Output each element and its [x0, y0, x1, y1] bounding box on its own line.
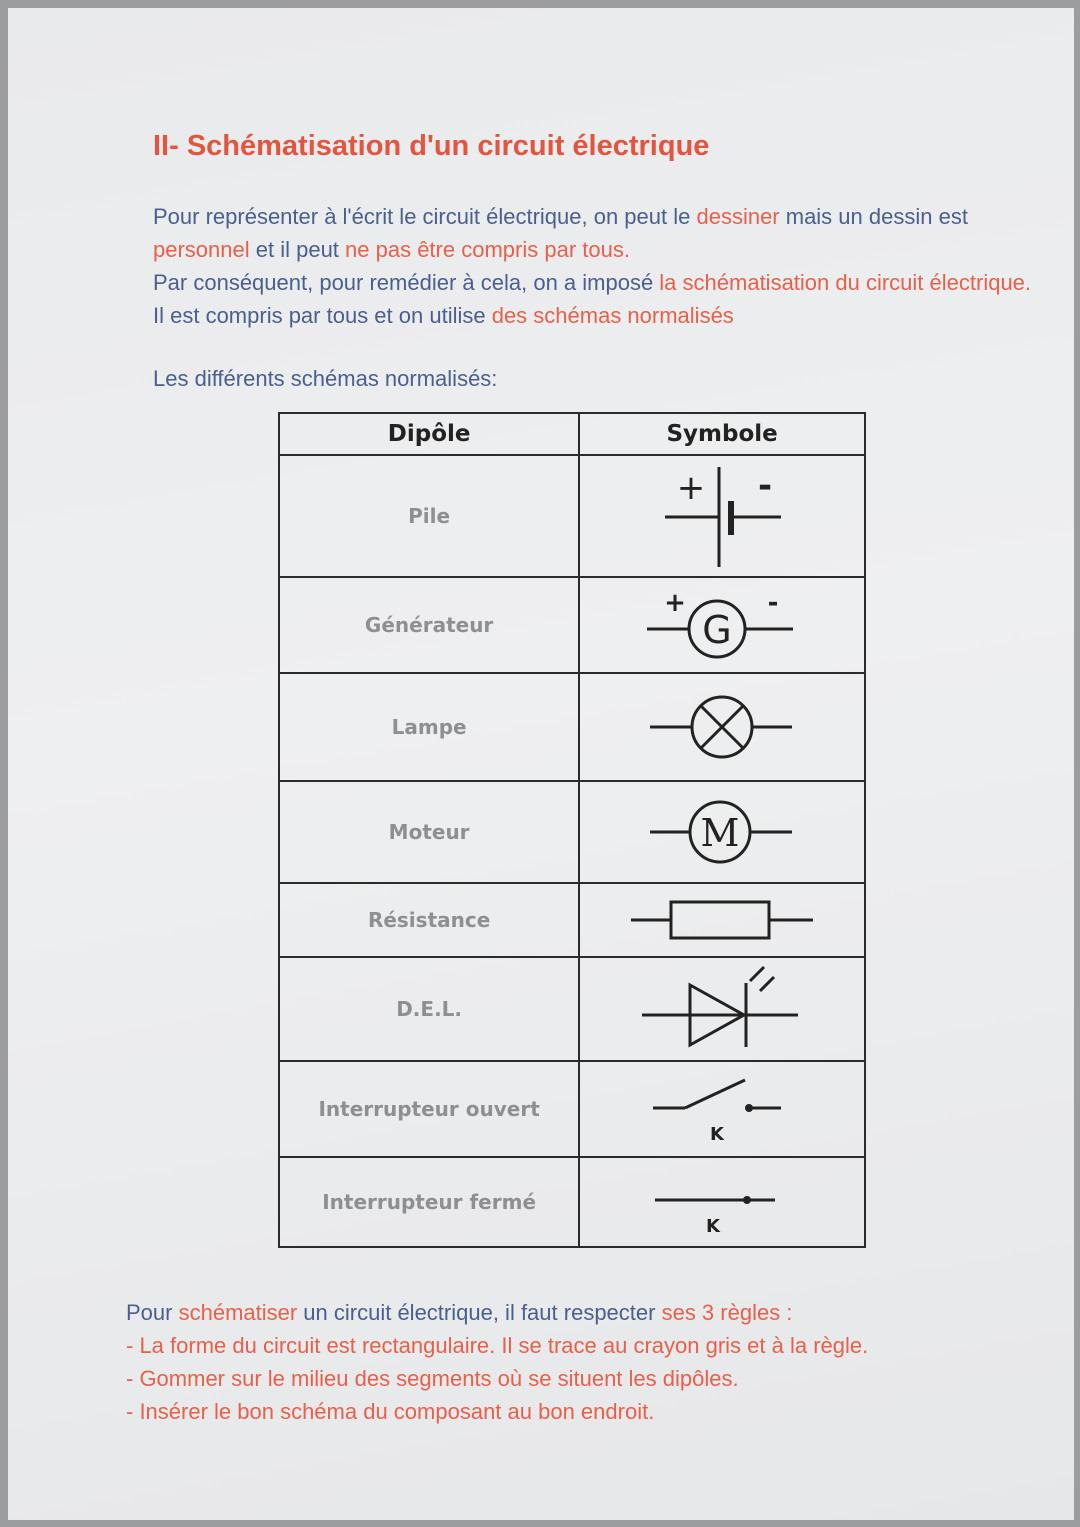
intro-text: mais un dessin est — [779, 204, 968, 229]
rule-item: - Insérer le bon schéma du composant au bon endroit. — [126, 1399, 655, 1424]
dipole-name: D.E.L. — [279, 957, 579, 1061]
table-row — [279, 883, 865, 957]
dipole-name: Pile — [279, 455, 579, 577]
header-symbole: Symbole — [579, 413, 865, 455]
rule-item: - Gommer sur le milieu des segments où se situent les dipôles. — [126, 1366, 739, 1391]
rules-highlight: schématiser — [178, 1300, 298, 1325]
generator-letter: G — [702, 608, 732, 652]
switch-letter: K — [710, 1124, 725, 1145]
intro-highlight: la schématisation du circuit électrique. — [659, 270, 1032, 295]
resistor-symbol-icon — [627, 890, 817, 950]
intro-highlight: des schémas normalisés — [491, 303, 734, 328]
document-page — [8, 8, 1074, 1520]
intro-text: et il peut — [249, 237, 346, 262]
table-row — [279, 1061, 865, 1157]
table-row — [279, 781, 865, 883]
dipole-name: Résistance — [279, 883, 579, 957]
generator-symbol-icon — [637, 579, 807, 671]
dipole-name: Interrupteur ouvert — [279, 1061, 579, 1157]
symbol-cell — [579, 455, 865, 577]
intro-text: Il est compris par tous et on utilise — [153, 303, 492, 328]
intro-highlight: dessiner — [696, 204, 780, 229]
rules-section — [126, 1296, 1026, 1428]
symbol-cell — [579, 883, 865, 957]
dipole-name: Lampe — [279, 673, 579, 781]
table-row — [279, 577, 865, 673]
dipole-symbol-table — [278, 412, 866, 1248]
plus-sign: + — [676, 468, 706, 508]
plus-sign: + — [664, 588, 687, 618]
symbol-cell — [579, 1061, 865, 1157]
led-symbol-icon — [632, 959, 812, 1059]
rules-text: Pour — [126, 1300, 179, 1325]
table-row — [279, 1157, 865, 1247]
lamp-symbol-icon — [642, 677, 802, 777]
intro-text: Pour représenter à l'écrit le circuit électrique, on peut le — [153, 204, 697, 229]
dipole-name: Générateur — [279, 577, 579, 673]
table-header-row — [279, 413, 865, 455]
intro-text: Par conséquent, pour remédier à cela, on a imposé — [153, 270, 660, 295]
rules-intro — [126, 1296, 1026, 1329]
table-intro: Les différents schémas normalisés: — [153, 366, 498, 391]
symbol-cell — [579, 1157, 865, 1247]
rules-text: un circuit électrique, il faut respecter — [297, 1300, 662, 1325]
intro-highlight: ne pas être compris par tous. — [345, 237, 630, 262]
motor-symbol-icon — [642, 784, 802, 880]
symbol-cell — [579, 577, 865, 673]
symbol-cell — [579, 781, 865, 883]
dipole-name: Moteur — [279, 781, 579, 883]
switch-letter: K — [706, 1216, 721, 1237]
rules-highlight: ses 3 règles : — [661, 1300, 793, 1325]
symbol-cell — [579, 957, 865, 1061]
open-switch-symbol-icon — [647, 1064, 797, 1154]
rule-item: - La forme du circuit est rectangulaire. Il se trace au crayon gris et à la règle. — [126, 1333, 869, 1358]
header-dipole: Dipôle — [279, 413, 579, 455]
symbol-cell — [579, 673, 865, 781]
minus-sign: - — [758, 466, 773, 506]
table-row — [279, 455, 865, 577]
battery-symbol-icon — [647, 457, 797, 575]
table-row — [279, 673, 865, 781]
motor-letter: M — [700, 811, 740, 855]
table-row — [279, 957, 865, 1061]
section-title: II- Schématisation d'un circuit électrique — [153, 130, 710, 162]
dipole-name: Interrupteur fermé — [279, 1157, 579, 1247]
closed-switch-symbol-icon — [647, 1160, 797, 1244]
minus-sign: - — [767, 588, 779, 618]
intro-highlight: personnel — [153, 237, 250, 262]
intro-paragraph — [153, 200, 1043, 332]
